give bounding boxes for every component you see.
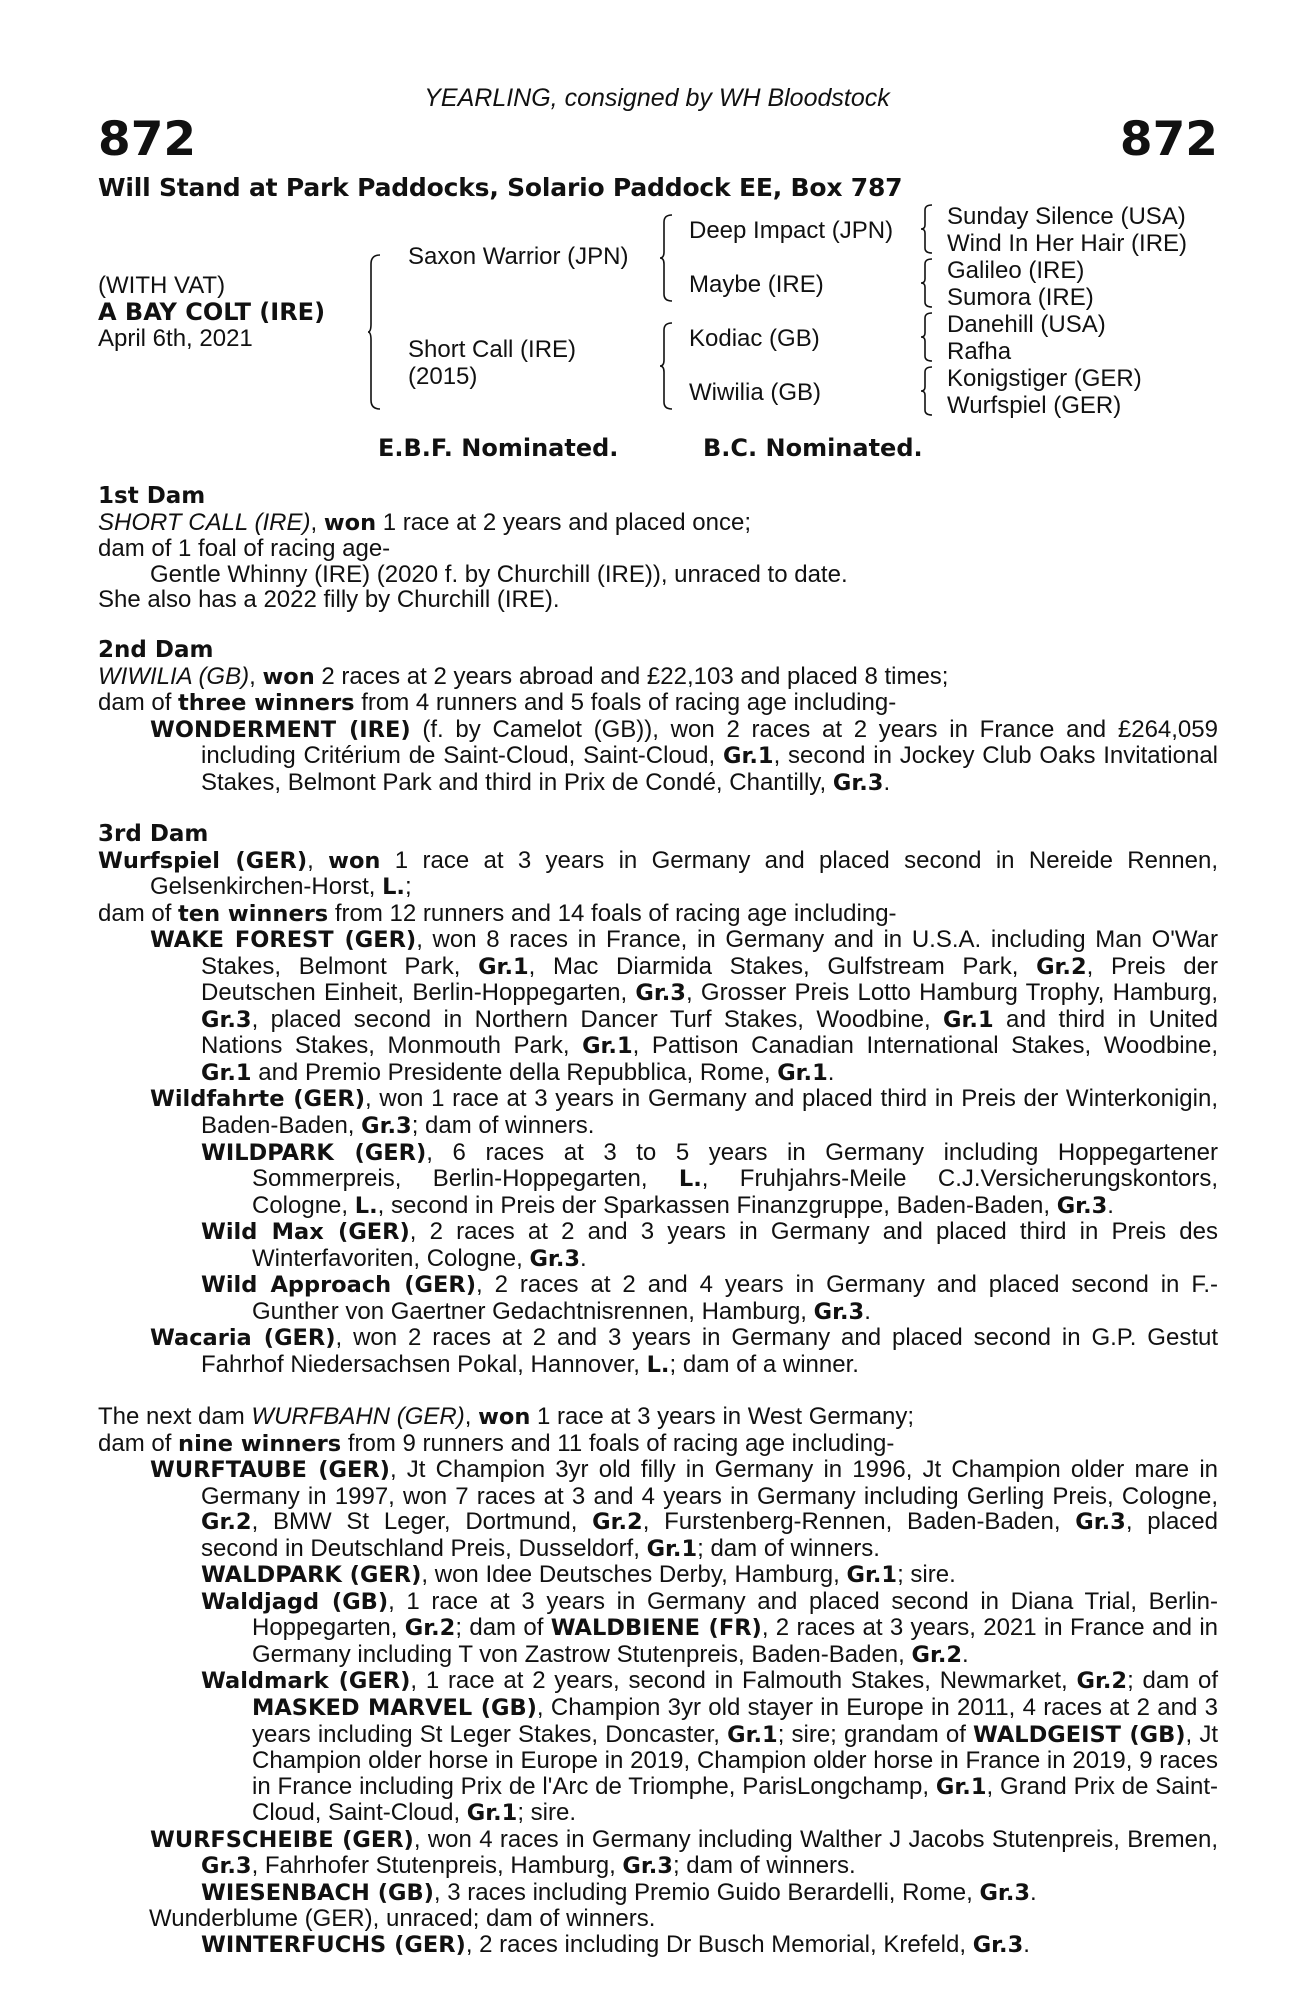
- text: , placed second in Deutschland Preis, Dusseldorf,: [201, 1508, 1218, 1562]
- produce-wildfahrte: [98, 1086, 1218, 1139]
- produce-waldjagd: [98, 1589, 1218, 1669]
- produce-wurftaube: [98, 1457, 1218, 1562]
- text: dam of: [98, 1429, 179, 1457]
- grade: Gr.2: [911, 1641, 963, 1668]
- grade: L.: [678, 1166, 702, 1193]
- produce-wake-forest: [98, 927, 1218, 1086]
- pedigree-g3: Galileo (IRE): [947, 257, 1085, 284]
- second-dam-name: WIWILIA (GB): [98, 662, 250, 690]
- text: .: [1023, 1930, 1030, 1958]
- text: , Grosser Preis Lotto Hamburg Trophy, Hamburg,: [685, 979, 1219, 1007]
- grade: Gr.3: [529, 1245, 581, 1272]
- next-dam-won: won: [478, 1404, 531, 1430]
- sire-sire: Deep Impact (JPN): [689, 217, 894, 244]
- text: , Jt Champion 3yr old filly in Germany in 1996, Jt Champion older mare in Germany in 1997, won 7 races at 3 and 4 years in Germany including Gerling Preis, Cologne,: [201, 1456, 1218, 1510]
- spacer: [98, 797, 1218, 823]
- horse: WURFSCHEIBE (GER): [150, 1826, 414, 1853]
- text: , won 8 races in France, in Germany and in U.S.A. including Man O'War Stakes, Belmont Park,: [201, 926, 1218, 980]
- text: .: [962, 1640, 969, 1668]
- grade: Gr.2: [201, 1509, 252, 1536]
- text: , won 4 races in Germany including Walther J Jacobs Stutenpreis, Bremen,: [413, 1825, 1218, 1853]
- text: The next dam: [98, 1403, 252, 1430]
- grade: Gr.1: [723, 743, 774, 770]
- winners-count: three winners: [178, 690, 355, 717]
- text: (f. by Camelot (GB)), won 2 races at 2 years in France and £264,059 including Critérium de Saint-Cloud, Saint-Cloud,: [201, 715, 1218, 770]
- text: , 2 races including Dr Busch Memorial, Krefeld,: [465, 1930, 973, 1958]
- pedigree-bracket-g2: [921, 258, 933, 308]
- text: ; sire; grandam of: [777, 1720, 974, 1748]
- next-dam-name: WURFBAHN (GER): [251, 1403, 465, 1430]
- grade: Gr.2: [1036, 953, 1087, 980]
- text: , Jt Champion older horse in Europe in 2019, Champion older horse in France in 2019, 9 races in France including Prix de l'Arc de Triomphe, ParisLongchamp,: [252, 1720, 1218, 1800]
- produce-record: [98, 484, 1218, 1958]
- text: and third in United Nations Stakes, Monmouth Park,: [201, 1005, 1218, 1060]
- text: , 2 races at 2 and 4 years in Germany and placed second in F.-Gunther von Gaertner Gedachtnisrennen, Hamburg,: [252, 1271, 1218, 1325]
- text: ; dam of winners.: [672, 1852, 856, 1880]
- pedigree-g4: Sumora (IRE): [947, 284, 1094, 311]
- produce-wildpark: [98, 1140, 1218, 1220]
- text: ; dam of winners.: [411, 1112, 595, 1140]
- grade: Gr.1: [935, 1773, 987, 1800]
- grade: Gr.3: [979, 1879, 1031, 1906]
- text: , BMW St Leger, Dortmund,: [251, 1508, 593, 1536]
- third-dam-name: Wurfspiel (GER): [98, 847, 308, 874]
- text: , 3 races including Premio Guido Berardelli, Rome,: [433, 1878, 980, 1906]
- pedigree-g2: Wind In Her Hair (IRE): [947, 230, 1188, 257]
- grade: Gr.3: [635, 980, 686, 1007]
- text: , Furstenberg-Rennen, Baden-Baden,: [642, 1508, 1076, 1536]
- text: from 12 runners and 14 foals of racing age including-: [328, 899, 897, 927]
- grade: Gr.1: [478, 953, 529, 980]
- pedigree-g6: Rafha: [947, 338, 1012, 365]
- second-dam-summary: [98, 690, 1218, 717]
- ebf-nominated: E.B.F. Nominated.: [378, 434, 619, 462]
- grade: Gr.3: [1075, 1509, 1126, 1536]
- text: , second in Jockey Club Oaks Invitational Stakes, Belmont Park and third in Prix de Condé, Chantilly,: [201, 742, 1219, 796]
- text: , Fruhjahrs-Meile C.J.Versicherungskontors, Cologne,: [252, 1165, 1219, 1219]
- spacer: [98, 1379, 1218, 1405]
- grade: Gr.1: [777, 1059, 828, 1086]
- horse: WIESENBACH (GB): [201, 1879, 434, 1906]
- second-dam-heading: 2nd Dam: [98, 637, 214, 664]
- first-dam-line: SHORT CALL (IRE), won 1 race at 2 years and placed once;: [98, 508, 752, 536]
- grade: Gr.3: [201, 1853, 252, 1880]
- pedigree-g5: Danehill (USA): [947, 311, 1106, 338]
- produce-wacaria: [98, 1325, 1218, 1378]
- horse: MASKED MARVEL (GB): [252, 1695, 537, 1722]
- grade: L.: [382, 874, 405, 901]
- first-dam-produce: Gentle Whinny (IRE) (2020 f. by Churchill (IRE)), unraced to date.: [150, 560, 848, 588]
- pedigree-bracket-sire: [660, 214, 674, 302]
- text: from 9 runners and 11 foals of racing age including-: [341, 1429, 895, 1457]
- pedigree-g1: Sunday Silence (USA): [947, 203, 1186, 230]
- horse: WINTERFUCHS (GER): [201, 1931, 466, 1958]
- text: and Premio Presidente della Repubblica, Rome,: [251, 1058, 778, 1086]
- horse: Wild Approach (GER): [201, 1272, 476, 1299]
- horse: WALDBIENE (FR): [550, 1615, 762, 1642]
- produce-wonderment: [98, 717, 1218, 797]
- pedigree-bracket-dam: [660, 322, 674, 410]
- pedigree-g8: Wurfspiel (GER): [947, 392, 1122, 419]
- text: ; sire.: [897, 1561, 956, 1589]
- winners-count: ten winners: [178, 900, 329, 927]
- dam-sire: Kodiac (GB): [689, 325, 820, 352]
- text: , 1 race at 2 years, second in Falmouth Stakes, Newmarket,: [410, 1667, 1077, 1695]
- lot-number-right: 872: [1119, 112, 1218, 167]
- pedigree-bracket-main: [368, 254, 382, 410]
- horse: WURFTAUBE (GER): [150, 1457, 390, 1484]
- horse: Wildfahrte (GER): [150, 1086, 366, 1113]
- grade: Gr.2: [1076, 1668, 1128, 1695]
- text: ,: [464, 1403, 479, 1430]
- produce-winterfuchs: [98, 1932, 1218, 1959]
- consignment-line: YEARLING, consigned by WH Bloodstock: [424, 84, 890, 112]
- text: ; dam of a winner.: [669, 1350, 859, 1378]
- winners-count: nine winners: [178, 1430, 342, 1457]
- horse: Wacaria (GER): [150, 1325, 336, 1352]
- text: ; dam of winners.: [697, 1534, 880, 1562]
- text: , Fahrhofer Stutenpreis, Hamburg,: [251, 1852, 623, 1880]
- horse: Waldjagd (GB): [201, 1588, 389, 1615]
- third-dam-won: won: [328, 847, 381, 874]
- pedigree-g7: Konigstiger (GER): [947, 365, 1142, 392]
- second-dam-won: won: [262, 663, 315, 690]
- text: ;: [404, 873, 412, 901]
- text: .: [1030, 1878, 1037, 1906]
- produce-wild-max: [98, 1219, 1218, 1272]
- produce-waldpark: [98, 1562, 1218, 1589]
- text: .: [883, 768, 891, 796]
- grade: Gr.3: [201, 1006, 252, 1033]
- produce-wunderblume: Wunderblume (GER), unraced; dam of winners.: [149, 1905, 656, 1933]
- text: , Champion 3yr old stayer in Europe in 2011, 4 races at 2 and 3 years including St Leger Stakes, Doncaster,: [252, 1694, 1219, 1748]
- text: ; dam of: [455, 1614, 551, 1642]
- text: ; sire.: [517, 1799, 577, 1827]
- second-dam-line: WIWILIA (GB), won 2 races at 2 years abroad and £22,103 and placed 8 times;: [98, 662, 949, 690]
- text: .: [1107, 1191, 1114, 1219]
- text: dam of: [98, 899, 179, 927]
- horse: WALDGEIST (GB): [973, 1721, 1186, 1748]
- dam-year: (2015): [408, 363, 478, 390]
- third-dam-line: Wurfspiel (GER), won 1 race at 3 years in Germany and placed second in Nereide Rennen, Gelsenkirchen-Horst, L.;: [98, 846, 1219, 901]
- grade: Gr.3: [622, 1853, 673, 1880]
- horse: Wild Max (GER): [201, 1219, 410, 1246]
- first-dam-note: She also has a 2022 filly by Churchill (IRE).: [98, 586, 560, 614]
- horse: Waldmark (GER): [201, 1668, 411, 1695]
- grade: Gr.3: [813, 1298, 865, 1325]
- grade: L.: [354, 1192, 378, 1219]
- text: , won 1 race at 3 years in Germany and placed third in Preis der Winterkonigin, Baden-Baden,: [201, 1085, 1218, 1140]
- text: , 2 races at 2 and 3 years in Germany and placed third in Preis des Winterfavoriten, Cologne,: [252, 1218, 1218, 1272]
- dam-dam: Wiwilia (GB): [689, 379, 821, 406]
- foaling-date: April 6th, 2021: [98, 325, 253, 352]
- next-dam-summary: [98, 1431, 1218, 1458]
- text: , Preis der Deutschen Einheit, Berlin-Hoppegarten,: [201, 952, 1218, 1007]
- grade: Gr.3: [361, 1113, 412, 1140]
- third-dam-heading: 3rd Dam: [98, 821, 209, 848]
- first-dam-heading: 1st Dam: [98, 483, 206, 509]
- horse: WAKE FOREST (GER): [150, 927, 417, 954]
- bc-nominated: B.C. Nominated.: [703, 434, 923, 462]
- produce-wurfscheibe: [98, 1827, 1218, 1880]
- vat-note: (WITH VAT): [98, 272, 226, 299]
- text: , won 2 races at 2 and 3 years in Germany and placed second in G.P. Gestut Fahrhof Niedersachsen Pokal, Hannover,: [201, 1324, 1218, 1378]
- text: , Grand Prix de Saint-Cloud, Saint-Cloud,: [252, 1772, 1218, 1827]
- second-dam-record: 2 races at 2 years abroad and £22,103 and placed 8 times;: [314, 662, 949, 690]
- sire-dam: Maybe (IRE): [689, 271, 824, 298]
- pedigree-bracket-g1: [921, 204, 933, 254]
- horse: WILDPARK (GER): [201, 1139, 427, 1166]
- grade: Gr.1: [582, 1033, 633, 1060]
- produce-waldmark: [98, 1668, 1218, 1826]
- third-dam-summary: [98, 901, 1218, 928]
- grade: Gr.3: [1056, 1192, 1108, 1219]
- grade: Gr.3: [832, 769, 884, 796]
- dam-name: Short Call (IRE): [408, 336, 577, 363]
- text: .: [827, 1058, 835, 1086]
- text: 1 race at 3 years in Germany and placed second in Nereide Rennen, Gelsenkirchen-Horst,: [150, 846, 1219, 901]
- text: , placed second in Northern Dancer Turf Stakes, Woodbine,: [251, 1005, 944, 1033]
- horse: WONDERMENT (IRE): [150, 716, 411, 743]
- grade: Gr.2: [404, 1615, 456, 1642]
- grade: Gr.1: [201, 1059, 252, 1086]
- text: 1 race at 3 years in West Germany;: [530, 1403, 915, 1430]
- grade: Gr.3: [972, 1931, 1024, 1958]
- grade: Gr.1: [846, 1562, 898, 1589]
- lot-number-left: 872: [98, 112, 197, 167]
- first-dam-foals: dam of 1 foal of racing age-: [98, 535, 391, 563]
- text: ; dam of: [1127, 1667, 1218, 1695]
- text: , won Idee Deutsches Derby, Hamburg,: [421, 1561, 847, 1589]
- produce-wild-approach: [98, 1272, 1218, 1325]
- text: from 4 runners and 5 foals of racing age including-: [354, 689, 897, 717]
- stand-info: Will Stand at Park Paddocks, Solario Paddock EE, Box 787: [98, 173, 903, 202]
- first-dam-won: won: [323, 509, 377, 536]
- first-dam-name: SHORT CALL (IRE): [98, 508, 311, 536]
- text: , 6 races at 3 to 5 years in Germany including Hoppegartener Sommerpreis, Berlin-Hoppegarten,: [252, 1138, 1218, 1193]
- text: , second in Preis der Sparkassen Finanzgruppe, Baden-Baden,: [377, 1191, 1057, 1219]
- first-dam-record: 1 race at 2 years and placed once;: [376, 508, 752, 536]
- text: , Pattison Canadian International Stakes, Woodbine,: [632, 1032, 1218, 1060]
- text: .: [864, 1297, 871, 1325]
- horse: WALDPARK (GER): [201, 1562, 422, 1589]
- text: dam of: [98, 689, 179, 717]
- horse-name: A BAY COLT (IRE): [98, 298, 326, 326]
- grade: Gr.1: [943, 1006, 994, 1033]
- grade: Gr.1: [646, 1535, 698, 1562]
- text: , 1 race at 3 years in Germany and placed second in Diana Trial, Berlin-Hoppegarten,: [252, 1587, 1218, 1642]
- text: .: [580, 1244, 587, 1272]
- grade: L.: [646, 1351, 670, 1378]
- grade: Gr.1: [727, 1721, 778, 1748]
- grade: Gr.2: [592, 1509, 643, 1536]
- pedigree-bracket-g3: [921, 312, 933, 362]
- pedigree-bracket-g4: [921, 366, 933, 416]
- sire-name: Saxon Warrior (JPN): [408, 243, 629, 270]
- next-dam-line: [98, 1404, 1218, 1431]
- grade: Gr.1: [466, 1800, 518, 1827]
- spacer: [98, 613, 1218, 639]
- text: , 2 races at 3 years, 2021 in France and in Germany including T von Zastrow Stutenpreis, Baden-Baden,: [252, 1614, 1219, 1668]
- produce-wiesenbach: [98, 1880, 1218, 1907]
- text: , Mac Diarmida Stakes, Gulfstream Park,: [528, 952, 1037, 980]
